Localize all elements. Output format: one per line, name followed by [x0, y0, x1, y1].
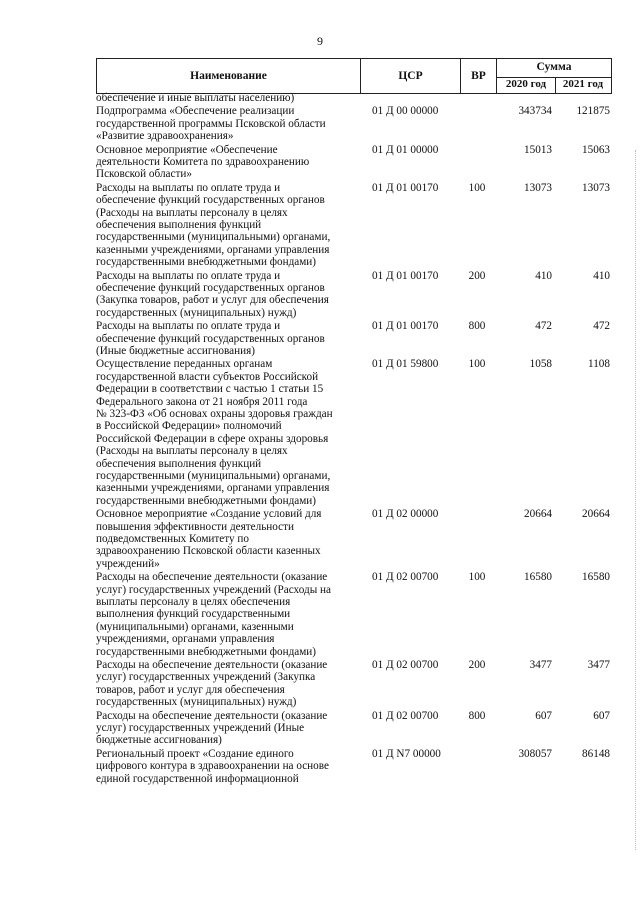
row-vr-cell: 800 — [468, 709, 486, 722]
row-sum-2020-cell: 607 — [535, 709, 552, 722]
row-name-line: (Иные бюджетные ассигнования) — [96, 345, 255, 357]
row-name-cell — [96, 659, 354, 709]
row-sum-2021-cell: 15063 — [582, 143, 610, 156]
row-sum-2020-cell: 472 — [535, 320, 552, 333]
row-name-line: Подпрограмма «Обеспечение реализации — [96, 105, 295, 118]
row-name-line: Расходы на выплаты по оплате труда и — [96, 320, 281, 333]
row-name-line: Расходы на выплаты по оплате труда и — [96, 269, 281, 282]
row-name-cell — [96, 748, 354, 785]
scan-edge-mark — [633, 150, 636, 850]
row-name-cell — [96, 105, 354, 142]
column-header-year-2020: 2020 год — [497, 78, 556, 93]
row-vr-cell: 800 — [468, 320, 486, 333]
row-name-line: Псковской области» — [96, 168, 192, 181]
row-sum-2020-cell: 410 — [535, 269, 552, 282]
row-name-line: услуг) государственных учреждений (Иные — [96, 722, 305, 734]
row-sum-2021-cell: 121875 — [576, 105, 610, 118]
row-sum-2020-cell: 1058 — [529, 358, 552, 371]
row-sum-2021-cell: 607 — [593, 709, 610, 722]
row-name-line: цифрового контура в здравоохранении на основе — [96, 760, 329, 773]
row-sum-2021-cell: 3477 — [587, 659, 610, 671]
row-name-line: государственной программы Псковской области — [96, 117, 326, 130]
row-name-line: казенными учреждениями, органами управления — [96, 482, 330, 495]
row-name-line: здравоохранению Псковской области казенных — [96, 545, 321, 558]
row-name-line: (Расходы на выплаты персоналу в целях — [96, 206, 288, 219]
row-sum-2021-cell: 16580 — [582, 571, 610, 584]
row-name-line: государственными (муниципальными) органами, — [96, 231, 331, 244]
row-name-line: № 323-ФЗ «Об основах охраны здоровья граждан — [96, 408, 333, 421]
row-sum-2021-cell: 410 — [593, 269, 610, 282]
row-sum-2020-cell: 343734 — [518, 105, 552, 118]
row-name-line: государственными внебюджетными фондами) — [96, 645, 317, 658]
row-csr-cell: 01 Д 02 00700 — [372, 709, 439, 722]
row-name-cell — [96, 320, 354, 357]
row-name-line: единой государственной информационной — [96, 772, 299, 785]
row-name-line: Основное мероприятие «Обеспечение — [96, 143, 278, 156]
row-name-line: Расходы на обеспечение деятельности (оказание — [96, 659, 328, 671]
row-csr-cell: 01 Д 00 00000 — [372, 105, 439, 118]
row-name-line: услуг) государственных учреждений (Закупка — [96, 671, 316, 684]
column-header-vr: ВР — [460, 58, 496, 94]
row-sum-2021-cell: 13073 — [582, 181, 610, 194]
row-name-cell — [96, 571, 354, 658]
row-csr-cell: 01 Д 01 00170 — [372, 269, 439, 282]
row-sum-2020-cell: 15013 — [524, 143, 552, 156]
row-name-cell — [96, 92, 354, 104]
row-name-line: Расходы на обеспечение деятельности (оказание — [96, 709, 328, 722]
row-csr-cell: 01 Д 02 00000 — [372, 508, 439, 521]
row-name-line: (Расходы на выплаты персоналу в целях — [96, 445, 288, 458]
row-name-line: учреждений» — [96, 557, 160, 570]
row-name-line: государственными внебюджетными фондами) — [96, 494, 317, 507]
row-csr-cell: 01 Д 01 59800 — [372, 358, 439, 371]
row-name-line: казенными учреждениями, органами управления — [96, 243, 330, 256]
row-sum-2020-cell: 3477 — [529, 659, 552, 671]
row-sum-2020-cell: 20664 — [524, 508, 552, 521]
row-name-line: обеспечения выполнения функций — [96, 457, 262, 470]
row-name-line: обеспечение и иные выплаты населению) — [96, 92, 295, 104]
row-name-line: Российской Федерации в сфере охраны здоровья — [96, 432, 329, 445]
row-name-line: обеспечение функций государственных органов — [96, 332, 325, 345]
row-name-line: услуг) государственных учреждений (Расходы на — [96, 583, 331, 596]
row-name-line: «Развитие здравоохранения» — [96, 130, 234, 143]
row-sum-2021-cell: 1108 — [588, 358, 610, 371]
row-sum-2020-cell: 16580 — [524, 571, 552, 584]
row-name-line: выполнения функций государственными — [96, 608, 291, 621]
row-name-cell — [96, 144, 354, 181]
row-name-line: товаров, работ и услуг для обеспечения — [96, 683, 285, 696]
row-vr-cell: 200 — [468, 269, 486, 282]
column-header-sum-group — [496, 58, 612, 94]
row-name-line: подведомственных Комитету по — [96, 533, 249, 545]
row-name-line: государственной власти субъектов Российской — [96, 370, 319, 383]
row-name-line: Осуществление переданных органам — [96, 358, 273, 371]
row-name-line: обеспечение функций государственных органов — [96, 282, 325, 294]
row-name-cell — [96, 508, 354, 570]
row-name-cell — [96, 182, 354, 269]
column-header-year-2021: 2021 год — [562, 78, 604, 90]
row-csr-cell: 01 Д 01 00000 — [372, 143, 439, 156]
row-name-line: Расходы на выплаты по оплате труда и — [96, 181, 281, 194]
row-name-line: бюджетные ассигнования) — [96, 734, 222, 747]
row-sum-2020-cell: 308057 — [518, 747, 552, 760]
row-name-cell — [96, 710, 354, 747]
row-name-line: обеспечение функций государственных органов — [96, 194, 325, 207]
column-header-name: Наименование — [96, 58, 360, 94]
row-name-cell — [96, 270, 354, 320]
row-sum-2020-cell: 13073 — [524, 181, 552, 194]
column-header-csr: ЦСР — [360, 58, 460, 94]
row-vr-cell: 100 — [468, 571, 486, 584]
page-number: 9 — [317, 34, 323, 48]
row-csr-cell: 01 Д 02 00700 — [372, 659, 439, 671]
row-name-line: Основное мероприятие «Создание условий для — [96, 508, 322, 521]
row-sum-2021-cell: 20664 — [582, 508, 610, 521]
row-name-line: в Российской Федерации» полномочий — [96, 420, 282, 433]
row-sum-2021-cell: 86148 — [582, 747, 610, 760]
row-csr-cell: 01 Д 01 00170 — [372, 181, 439, 194]
row-name-line: государственных (муниципальных) нужд) — [96, 696, 297, 709]
row-csr-cell: 01 Д N7 00000 — [372, 747, 441, 760]
row-name-line: Расходы на обеспечение деятельности (оказание — [96, 571, 328, 584]
row-name-line: Федерального закона от 21 ноября 2011 года — [96, 395, 308, 408]
row-name-line: Федерации в соответствии с частью 1 статьи 15 — [96, 383, 324, 396]
row-name-line: деятельности Комитета по здравоохранению — [96, 156, 310, 168]
column-header-sum: Сумма — [497, 61, 611, 78]
row-name-line: (Закупка товаров, работ и услуг для обеспечения — [96, 294, 329, 307]
row-name-line: повышения эффективности деятельности — [96, 520, 294, 533]
row-name-line: государственными (муниципальными) органами, — [96, 470, 331, 483]
row-sum-2021-cell: 472 — [593, 320, 610, 333]
row-vr-cell: 100 — [468, 358, 486, 371]
row-name-line: государственных (муниципальных) нужд) — [96, 306, 297, 319]
row-vr-cell: 200 — [468, 659, 486, 671]
row-name-line: Региональный проект «Создание единого — [96, 747, 294, 760]
row-vr-cell: 100 — [468, 181, 486, 194]
row-name-line: (муниципальными) органами, казенными — [96, 620, 294, 633]
row-csr-cell: 01 Д 02 00700 — [372, 571, 439, 584]
row-csr-cell: 01 Д 01 00170 — [372, 320, 439, 333]
row-name-line: обеспечения выполнения функций — [96, 219, 262, 232]
row-name-line: государственными внебюджетными фондами) — [96, 256, 317, 269]
row-name-line: учреждениями, органами управления — [96, 633, 275, 646]
row-name-cell — [96, 358, 354, 507]
row-name-line: выплаты персоналу в целях обеспечения — [96, 596, 291, 608]
